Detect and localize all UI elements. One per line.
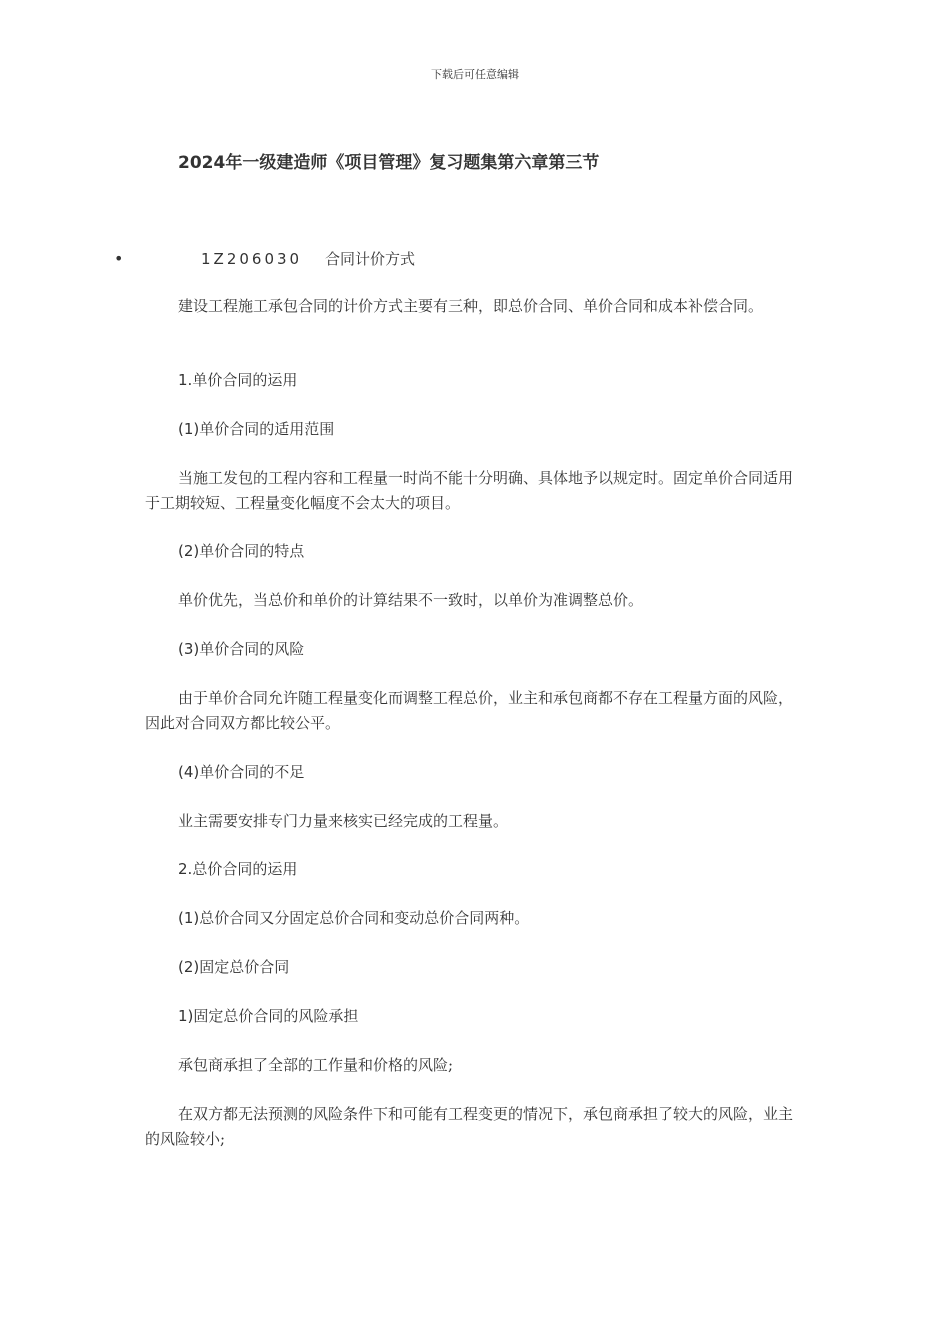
paragraph-text: 建设工程施工承包合同的计价方式主要有三种，即总价合同、单价合同和成本补偿合同。 <box>178 297 764 315</box>
section-heading <box>0 247 950 271</box>
paragraph-unit-price-features <box>145 588 800 613</box>
heading-unit-price-shortcoming <box>145 760 800 785</box>
paragraph-text: 单价优先，当总价和单价的计算结果不一致时，以单价为准调整总价。 <box>178 591 644 609</box>
heading-text: 单价合同的适用范围 <box>199 420 335 438</box>
heading-number: (2) <box>178 542 200 560</box>
heading-text: 单价合同的特点 <box>199 542 305 560</box>
paragraph-text: 承包商承担了全部的工作量和价格的风险; <box>178 1056 454 1074</box>
heading-number: (1) <box>178 420 200 438</box>
heading-number: (1) <box>178 909 200 927</box>
heading-number: (2) <box>178 958 200 976</box>
heading-unit-price-scope <box>145 417 800 442</box>
heading-text: 总价合同又分固定总价合同和变动总价合同两种。 <box>199 909 530 927</box>
heading-text: 固定总价合同 <box>199 958 290 976</box>
bullet-icon: • <box>114 249 124 268</box>
heading-unit-price-features <box>145 539 800 564</box>
header-note: 下载后可任意编辑 <box>431 68 519 81</box>
heading-unit-price-risk <box>145 637 800 662</box>
heading-fixed-lump-sum <box>145 955 800 980</box>
section-name: 合同计价方式 <box>325 250 416 268</box>
paragraph-unit-price-risk <box>145 686 800 736</box>
paragraph-contractor-risk <box>145 1053 800 1078</box>
paragraph-text: 当施工发包的工程内容和工程量一时尚不能十分明确、具体地予以规定时。固定单价合同适用于工期较短、工程量变化幅度不会太大的项目。 <box>145 469 794 512</box>
paragraph-text: 在双方都无法预测的风险条件下和可能有工程变更的情况下，承包商承担了较大的风险，业主的风险较小; <box>145 1105 794 1148</box>
paragraph-text: 由于单价合同允许随工程量变化而调整工程总价，业主和承包商都不存在工程量方面的风险，因此对合同双方都比较公平。 <box>145 689 794 732</box>
paragraph-text: 业主需要安排专门力量来核实已经完成的工程量。 <box>178 812 509 830</box>
paragraph-unpredictable-risk <box>145 1102 800 1152</box>
paragraph-unit-price-shortcoming <box>145 809 800 834</box>
heading-number: (3) <box>178 640 200 658</box>
heading-number: (4) <box>178 763 200 781</box>
heading-number: 2. <box>178 860 193 878</box>
heading-text: 固定总价合同的风险承担 <box>193 1007 359 1025</box>
heading-fixed-lump-sum-risk <box>145 1004 800 1029</box>
document-title: 2024年一级建造师《项目管理》复习题集第六章第三节 <box>178 153 600 173</box>
heading-text: 单价合同的运用 <box>192 371 298 389</box>
heading-text: 总价合同的运用 <box>192 860 298 878</box>
heading-text: 单价合同的不足 <box>199 763 305 781</box>
paragraph-unit-price-scope <box>145 466 800 516</box>
heading-lump-sum-types <box>145 906 800 931</box>
heading-text: 单价合同的风险 <box>199 640 305 658</box>
paragraph-intro <box>145 294 800 319</box>
heading-number: 1) <box>178 1007 194 1025</box>
heading-lump-sum-usage <box>145 857 800 882</box>
section-code: 1Z206030 <box>201 250 303 268</box>
heading-unit-price-usage <box>145 368 800 393</box>
heading-number: 1. <box>178 371 193 389</box>
